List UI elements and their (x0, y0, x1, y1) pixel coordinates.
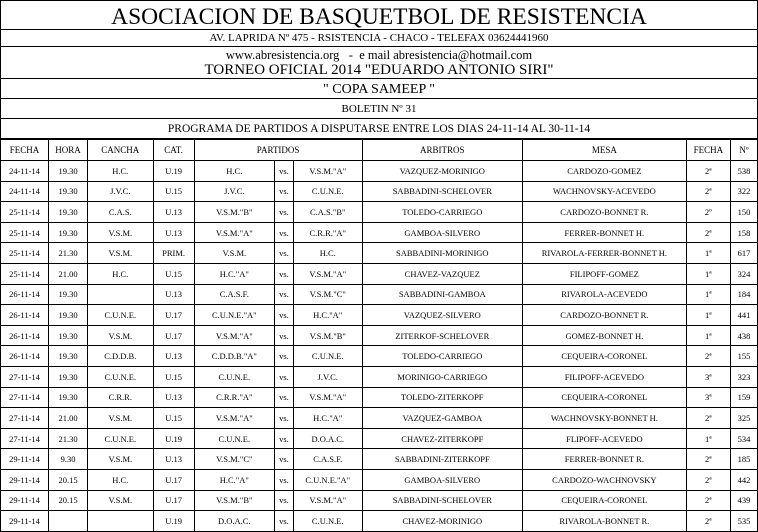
cell-match-number: 617 (731, 243, 757, 264)
cell-court: H.C. (88, 161, 153, 182)
cell-match-number: 538 (731, 161, 757, 182)
cell-match-number: 322 (731, 181, 757, 202)
cell-referees: GAMBOA-SILVERO (362, 469, 522, 490)
col-cat: CAT. (153, 140, 194, 161)
cell-time: 19.30 (49, 284, 88, 305)
cell-match-number: 438 (731, 325, 757, 346)
cell-time: 9.30 (49, 449, 88, 470)
program-title: PROGRAMA DE PARTIDOS A DISPUTARSE ENTRE LOS DIAS 24-11-14 AL 30-11-14 (1, 119, 757, 139)
cell-home-team: J.V.C. (194, 181, 274, 202)
cell-referees: ZITERKOF-SCHELOVER (362, 325, 522, 346)
cell-away-team: J.V.C. (293, 366, 362, 387)
cell-court: V.S.M. (88, 325, 153, 346)
cell-court: C.R.R. (88, 387, 153, 408)
cell-time: 21.00 (49, 408, 88, 429)
cell-table-officials: CARDOZO-WACHNOVSKY (523, 469, 687, 490)
cell-round: 1ª (686, 428, 730, 449)
cell-home-team: C.D.D.B."A" (194, 346, 274, 367)
cell-time: 21.00 (49, 263, 88, 284)
col-hora: HORA (49, 140, 88, 161)
cell-away-team: C.U.N.E. (293, 346, 362, 367)
cell-round: 2ª (686, 511, 730, 532)
cell-vs: vs. (274, 161, 293, 182)
cell-date: 26-11-14 (1, 284, 49, 305)
cell-date: 29-11-14 (1, 469, 49, 490)
matches-table (1, 139, 757, 532)
tournament-name: TORNEO OFICIAL 2014 "EDUARDO ANTONIO SIRI" (204, 61, 554, 78)
cell-round: 1ª (686, 325, 730, 346)
cell-table-officials: WACHNOVSKY-ACEVEDO (523, 181, 687, 202)
cell-category: U.15 (153, 366, 194, 387)
cell-referees: SABBADINI-SCHELOVER (362, 181, 522, 202)
cell-table-officials: CEQUEIRA-CORONEL (523, 346, 687, 367)
cell-category: U.15 (153, 408, 194, 429)
cell-time: 19.30 (49, 222, 88, 243)
col-fecha-num: FECHA (686, 140, 730, 161)
cell-home-team: V.S.M."A" (194, 325, 274, 346)
cell-date: 25-11-14 (1, 263, 49, 284)
cell-time: 19.30 (49, 161, 88, 182)
cell-category: U.19 (153, 161, 194, 182)
contact-separator: - (348, 48, 353, 62)
table-row (1, 263, 757, 284)
col-num: Nº (731, 140, 757, 161)
cell-away-team: V.S.M."A" (293, 387, 362, 408)
cell-table-officials: GOMEZ-BONNET H. (523, 325, 687, 346)
cell-vs: vs. (274, 305, 293, 326)
cell-date: 26-11-14 (1, 346, 49, 367)
table-row (1, 305, 757, 326)
cell-table-officials: FILIPOFF-GOMEZ (523, 263, 687, 284)
cell-round: 2ª (686, 346, 730, 367)
cell-referees: VAZQUEZ-MORINIGO (362, 161, 522, 182)
cell-table-officials: FERRER-BONNET H. (523, 222, 687, 243)
cell-court: V.S.M. (88, 449, 153, 470)
cell-vs: vs. (274, 222, 293, 243)
cell-match-number: 158 (731, 222, 757, 243)
table-row (1, 181, 757, 202)
cell-court: C.D.D.B. (88, 346, 153, 367)
cell-home-team: V.S.M."C" (194, 449, 274, 470)
cell-referees: TOLEDO-CARRIEGO (362, 346, 522, 367)
cell-home-team: V.S.M."B" (194, 490, 274, 511)
cell-time: 20.15 (49, 469, 88, 490)
cell-home-team: V.S.M."A" (194, 222, 274, 243)
table-row (1, 202, 757, 223)
cell-round: 2ª (686, 449, 730, 470)
cell-away-team: V.S.M."B" (293, 325, 362, 346)
cell-table-officials: CEQUEIRA-CORONEL (523, 387, 687, 408)
cell-category: U.19 (153, 511, 194, 532)
col-cancha: CANCHA (88, 140, 153, 161)
contact-line (1, 48, 757, 63)
table-row (1, 284, 757, 305)
cell-referees: TOLEDO-CARRIEGO (362, 202, 522, 223)
cell-court: V.S.M. (88, 408, 153, 429)
cell-match-number: 155 (731, 346, 757, 367)
cell-referees: SABBADINI-SCHELOVER (362, 490, 522, 511)
table-row (1, 222, 757, 243)
cell-table-officials: FERRER-BONNET R. (523, 449, 687, 470)
cell-match-number: 323 (731, 366, 757, 387)
cell-date: 27-11-14 (1, 408, 49, 429)
cell-match-number: 442 (731, 469, 757, 490)
cell-category: U.17 (153, 305, 194, 326)
cell-referees: MORINIGO-CARRIEGO (362, 366, 522, 387)
cell-home-team: H.C."A" (194, 263, 274, 284)
cell-time: 21.30 (49, 243, 88, 264)
email-text: e mail abresistencia@hotmail.com (359, 48, 533, 62)
col-mesa: MESA (523, 140, 687, 161)
cell-referees: VAZQUEZ-SILVERO (362, 305, 522, 326)
cell-away-team: C.R.R."A" (293, 222, 362, 243)
cell-away-team: H.C."A" (293, 305, 362, 326)
cell-time: 20.15 (49, 490, 88, 511)
cell-date: 25-11-14 (1, 243, 49, 264)
cell-vs: vs. (274, 408, 293, 429)
cell-category: U.19 (153, 428, 194, 449)
col-fecha: FECHA (1, 140, 49, 161)
col-arbitros: ARBITROS (362, 140, 522, 161)
table-row (1, 449, 757, 470)
cell-home-team: H.C."A" (194, 469, 274, 490)
cell-home-team: C.U.N.E."A" (194, 305, 274, 326)
cell-round: 2ª (686, 222, 730, 243)
cell-court: C.U.N.E. (88, 305, 153, 326)
table-row (1, 408, 757, 429)
cell-away-team: H.C. (293, 243, 362, 264)
cell-table-officials: CARDOZO-BONNET R. (523, 305, 687, 326)
cell-table-officials: WACHNOVSKY-BONNET H. (523, 408, 687, 429)
cell-time (49, 511, 88, 532)
association-title: ASOCIACION DE BASQUETBOL DE RESISTENCIA (1, 0, 757, 30)
cell-referees: SABBADINI-ZITERKOPF (362, 449, 522, 470)
cell-table-officials: RIVAROLA-BONNET R. (523, 511, 687, 532)
cell-date: 27-11-14 (1, 366, 49, 387)
cell-court: C.U.N.E. (88, 366, 153, 387)
cell-court: V.S.M. (88, 490, 153, 511)
table-row (1, 243, 757, 264)
cell-vs: vs. (274, 449, 293, 470)
cell-away-team: H.C."A" (293, 408, 362, 429)
cell-category: U.13 (153, 449, 194, 470)
cell-round: 1ª (686, 284, 730, 305)
website-text: www.abresistencia.org (225, 48, 340, 62)
cell-match-number: 185 (731, 449, 757, 470)
cell-round: 2ª (686, 408, 730, 429)
table-row (1, 366, 757, 387)
cell-time: 19.30 (49, 305, 88, 326)
cell-round: 1ª (686, 263, 730, 284)
table-row (1, 161, 757, 182)
cell-round: 2ª (686, 469, 730, 490)
cell-category: U.13 (153, 222, 194, 243)
cell-table-officials: RIVAROLA-FERRER-BONNET H. (523, 243, 687, 264)
cell-home-team: D.O.A.C. (194, 511, 274, 532)
cell-category: U.17 (153, 490, 194, 511)
cell-court: V.S.M. (88, 243, 153, 264)
cell-vs: vs. (274, 181, 293, 202)
cell-referees: GAMBOA-SILVERO (362, 222, 522, 243)
cell-time: 21.30 (49, 428, 88, 449)
cell-away-team: C.U.N.E."A" (293, 469, 362, 490)
cell-date: 29-11-14 (1, 490, 49, 511)
cell-date: 27-11-14 (1, 387, 49, 408)
cell-away-team: V.S.M."A" (293, 490, 362, 511)
cell-away-team: C.A.S."B" (293, 202, 362, 223)
cell-date: 26-11-14 (1, 325, 49, 346)
cell-court (88, 511, 153, 532)
cell-match-number: 150 (731, 202, 757, 223)
cell-match-number: 184 (731, 284, 757, 305)
cell-match-number: 324 (731, 263, 757, 284)
cell-referees: TOLEDO-ZITERKOPF (362, 387, 522, 408)
cell-referees: SABBADINI-MORINIGO (362, 243, 522, 264)
cell-time: 19.30 (49, 181, 88, 202)
table-row (1, 469, 757, 490)
cell-vs: vs. (274, 428, 293, 449)
cell-match-number: 439 (731, 490, 757, 511)
cell-time: 19.30 (49, 366, 88, 387)
cell-round: 1ª (686, 305, 730, 326)
cell-date: 24-11-14 (1, 181, 49, 202)
table-row (1, 428, 757, 449)
cell-round: 2ª (686, 181, 730, 202)
cell-home-team: V.S.M. (194, 243, 274, 264)
cell-away-team: V.S.M."A" (293, 263, 362, 284)
cell-match-number: 325 (731, 408, 757, 429)
cell-round: 3ª (686, 366, 730, 387)
cell-court: V.S.M. (88, 222, 153, 243)
cell-referees: SABBADINI-GAMBOA (362, 284, 522, 305)
cell-away-team: C.A.S.F. (293, 449, 362, 470)
cell-round: 1ª (686, 243, 730, 264)
cell-date: 29-11-14 (1, 449, 49, 470)
cell-away-team: C.U.N.E. (293, 181, 362, 202)
cell-date: 25-11-14 (1, 222, 49, 243)
cell-court: H.C. (88, 263, 153, 284)
cell-vs: vs. (274, 490, 293, 511)
cup-name: " COPA SAMEEP " (1, 79, 757, 99)
cell-category: PRIM. (153, 243, 194, 264)
cell-home-team: V.S.M."B" (194, 202, 274, 223)
cell-home-team: C.R.R."A" (194, 387, 274, 408)
cell-home-team: V.S.M."A" (194, 408, 274, 429)
cell-vs: vs. (274, 243, 293, 264)
cell-category: U.13 (153, 346, 194, 367)
cell-time: 19.30 (49, 325, 88, 346)
cell-court: C.U.N.E. (88, 428, 153, 449)
cell-table-officials: CARDOZO-BONNET R. (523, 202, 687, 223)
table-row (1, 346, 757, 367)
cell-away-team: V.S.M."C" (293, 284, 362, 305)
table-row (1, 325, 757, 346)
cell-vs: vs. (274, 202, 293, 223)
cell-table-officials: RIVAROLA-ACEVEDO (523, 284, 687, 305)
contact-tournament-block (1, 47, 757, 79)
table-header-row (1, 140, 757, 161)
cell-court: C.A.S. (88, 202, 153, 223)
cell-round: 2ª (686, 161, 730, 182)
cell-time: 19.30 (49, 387, 88, 408)
table-row (1, 387, 757, 408)
matches-body (1, 161, 757, 532)
cell-round: 3ª (686, 387, 730, 408)
col-partidos: PARTIDOS (194, 140, 362, 161)
bulletin-number: BOLETIN Nº 31 (1, 99, 757, 119)
cell-category: U.15 (153, 181, 194, 202)
cell-vs: vs. (274, 346, 293, 367)
cell-referees: CHAVEZ-MORINIGO (362, 511, 522, 532)
cell-date: 29-11-14 (1, 511, 49, 532)
cell-category: U.15 (153, 263, 194, 284)
cell-category: U.13 (153, 387, 194, 408)
cell-date: 27-11-14 (1, 428, 49, 449)
cell-category: U.13 (153, 284, 194, 305)
cell-match-number: 159 (731, 387, 757, 408)
cell-table-officials: FLIPOFF-ACEVEDO (523, 428, 687, 449)
cell-table-officials: CEQUEIRA-CORONEL (523, 490, 687, 511)
cell-away-team: C.U.N.E. (293, 511, 362, 532)
cell-home-team: H.C. (194, 161, 274, 182)
cell-table-officials: FILIPOFF-ACEVEDO (523, 366, 687, 387)
cell-home-team: C.A.S.F. (194, 284, 274, 305)
cell-category: U.17 (153, 469, 194, 490)
cell-match-number: 535 (731, 511, 757, 532)
cell-vs: vs. (274, 325, 293, 346)
cell-vs: vs. (274, 469, 293, 490)
cell-round: 2º (686, 202, 730, 223)
cell-table-officials: CARDOZO-GOMEZ (523, 161, 687, 182)
cell-court: J.V.C. (88, 181, 153, 202)
cell-match-number: 441 (731, 305, 757, 326)
cell-date: 25-11-14 (1, 202, 49, 223)
cell-home-team: C.U.N.E. (194, 428, 274, 449)
cell-date: 24-11-14 (1, 161, 49, 182)
cell-referees: CHAVEZ-VAZQUEZ (362, 263, 522, 284)
cell-vs: vs. (274, 263, 293, 284)
cell-referees: VAZQUEZ-GAMBOA (362, 408, 522, 429)
cell-category: U.13 (153, 202, 194, 223)
association-address: AV. LAPRIDA Nº 475 - RSISTENCIA - CHACO - TELEFAX 03624441960 (1, 30, 757, 47)
cell-round: 2ª (686, 490, 730, 511)
cell-time: 19.30 (49, 202, 88, 223)
cell-court: H.C. (88, 469, 153, 490)
cell-match-number: 534 (731, 428, 757, 449)
table-row (1, 490, 757, 511)
cell-court (88, 284, 153, 305)
cell-referees: CHAVEZ-ZITERKOPF (362, 428, 522, 449)
cell-home-team: C.U.N.E. (194, 366, 274, 387)
cell-category: U.17 (153, 325, 194, 346)
cell-vs: vs. (274, 511, 293, 532)
cell-away-team: D.O.A.C. (293, 428, 362, 449)
cell-date: 26-11-14 (1, 305, 49, 326)
cell-vs: vs. (274, 366, 293, 387)
cell-vs: vs. (274, 284, 293, 305)
cell-away-team: V.S.M."A" (293, 161, 362, 182)
cell-vs: vs. (274, 387, 293, 408)
table-row (1, 511, 757, 532)
cell-time: 19.30 (49, 346, 88, 367)
